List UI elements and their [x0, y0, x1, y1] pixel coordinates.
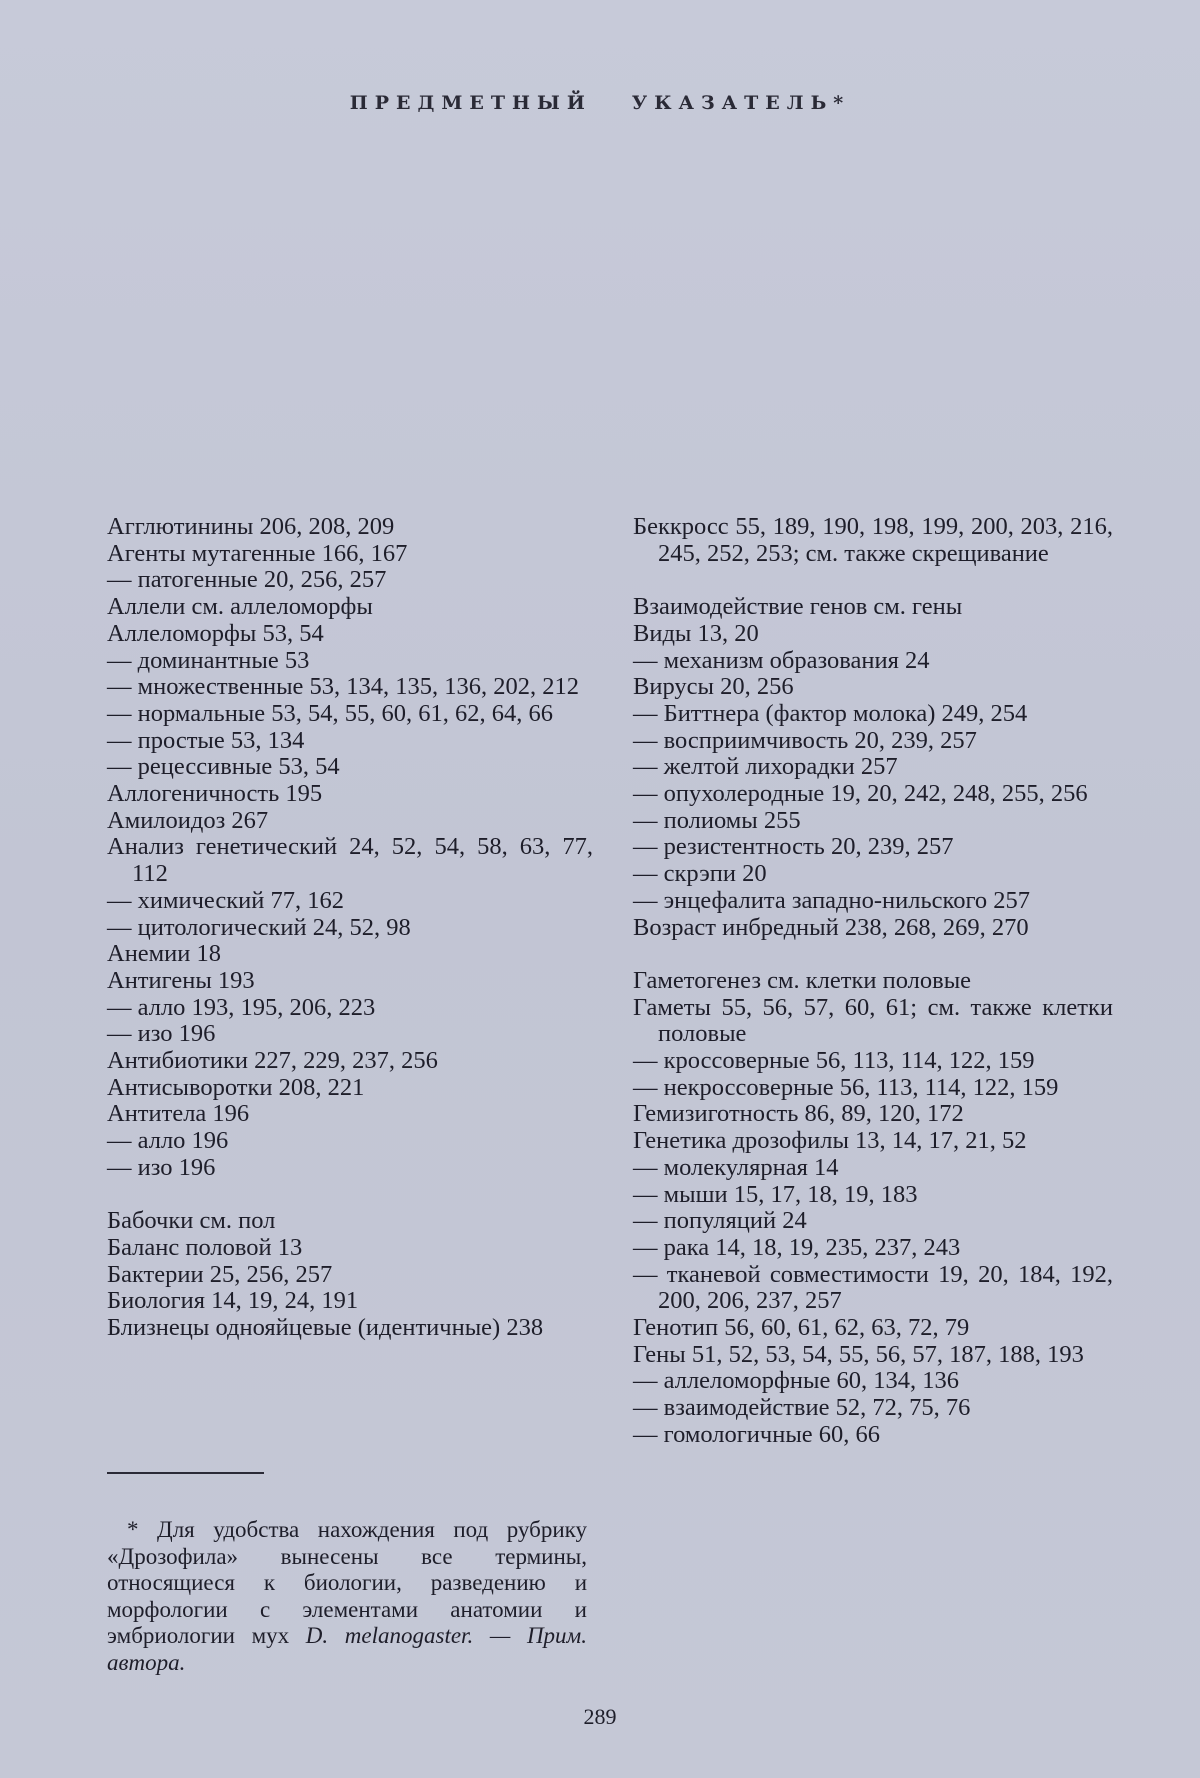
index-entry: — простые 53, 134	[107, 726, 305, 754]
index-entry: Гаметогенез см. клетки половые	[633, 966, 972, 994]
index-entry: — алло 196	[107, 1127, 229, 1155]
footnote-species: D. melanogaster.	[305, 1623, 474, 1648]
index-entry: — популяций 24	[633, 1207, 807, 1235]
index-entry: Близнецы однояйцевые (идентичные) 238	[107, 1314, 544, 1342]
index-entry: Баланс половой 13	[107, 1233, 303, 1261]
index-entry: Агенты мутагенные 166, 167	[107, 539, 408, 567]
index-entry: Амилоидоз 267	[107, 806, 269, 834]
index-entry: Аллогеничность 195	[107, 780, 323, 808]
index-entry: — множественные 53, 134, 135, 136, 202, 212	[107, 673, 580, 701]
index-entry: — кроссоверные 56, 113, 114, 122, 159	[633, 1047, 1035, 1075]
index-entry: — скрэпи 20	[633, 860, 767, 888]
index-entry: Гены 51, 52, 53, 54, 55, 56, 57, 187, 188, 193	[633, 1340, 1084, 1368]
index-entry: — взаимодействие 52, 72, 75, 76	[633, 1394, 971, 1422]
page-number: 289	[583, 1704, 617, 1729]
index-entry: Бабочки см. пол	[107, 1207, 276, 1235]
index-entry: Гаметы 55, 56, 57, 60, 61; см. также клетки половые	[633, 993, 1113, 1048]
index-entry: Гемизиготность 86, 89, 120, 172	[633, 1100, 964, 1128]
index-entry: — доминантные 53	[107, 646, 310, 674]
index-section-gap	[107, 1182, 593, 1209]
index-entry: Антисыворотки 208, 221	[107, 1073, 365, 1101]
title-word-2: УКАЗАТЕЛЬ*	[631, 92, 851, 114]
index-entry: Возраст инбредный 238, 268, 269, 270	[633, 913, 1029, 941]
index-entry: Взаимодействие генов см. гены	[633, 593, 963, 621]
index-entry: Биология 14, 19, 24, 191	[107, 1287, 359, 1315]
index-entry: Генетика дрозофилы 13, 14, 17, 21, 52	[633, 1127, 1027, 1155]
index-entry: — гомологичные 60, 66	[633, 1420, 881, 1448]
footnote-note: — Прим. автора.	[107, 1623, 587, 1675]
index-entry: — изо 196	[107, 1153, 216, 1181]
index-entry: — желтой лихорадки 257	[633, 753, 898, 781]
index-entry: — опухолеродные 19, 20, 242, 248, 255, 256	[633, 780, 1088, 808]
index-entry: — тканевой совместимости 19, 20, 184, 192, 200, 206, 237, 257	[633, 1260, 1113, 1315]
index-section-gap	[633, 941, 1113, 968]
index-entry: Антигены 193	[107, 966, 255, 994]
index-entry: — энцефалита западно-нильского 257	[633, 886, 1031, 914]
index-entry: Бактерии 25, 256, 257	[107, 1260, 333, 1288]
index-entry: Агглютинины 206, 208, 209	[107, 513, 395, 540]
index-entry: Анализ генетический 24, 52, 54, 58, 63, 77, 112	[107, 833, 593, 888]
index-entry: Анемии 18	[107, 940, 222, 968]
index-entry: Аллеломорфы 53, 54	[107, 619, 324, 647]
index-entry: Генотип 56, 60, 61, 62, 63, 72, 79	[633, 1314, 970, 1342]
index-entry: Антитела 196	[107, 1100, 250, 1128]
title-word-1: ПРЕДМЕТНЫЙ	[349, 92, 592, 114]
index-entry: — химический 77, 162	[107, 886, 345, 914]
index-entry: Беккросс 55, 189, 190, 198, 199, 200, 203, 216, 245, 252, 253; см. также скрещивание	[633, 513, 1113, 567]
footnote	[107, 1517, 587, 1676]
index-entry: — некроссоверные 56, 113, 114, 122, 159	[633, 1073, 1059, 1101]
index-entry: — Биттнера (фактор молока) 249, 254	[633, 699, 1028, 727]
index-entry: — мыши 15, 17, 18, 19, 183	[633, 1180, 918, 1208]
index-entry: — молекулярная 14	[633, 1153, 839, 1181]
index-entry: Виды 13, 20	[633, 619, 759, 647]
index-column-left	[107, 514, 593, 1342]
index-entry: — рецессивные 53, 54	[107, 753, 340, 781]
index-section-gap	[633, 567, 1113, 594]
index-entry: Антибиотики 227, 229, 237, 256	[107, 1047, 438, 1075]
index-entry: Вирусы 20, 256	[633, 673, 794, 701]
index-entry: — полиомы 255	[633, 806, 801, 834]
index-entry: Аллели см. аллеломорфы	[107, 593, 373, 621]
index-entry: — восприимчивость 20, 239, 257	[633, 726, 977, 754]
index-entry: — цитологический 24, 52, 98	[107, 913, 411, 941]
index-column-right	[633, 514, 1113, 1449]
index-entry: — нормальные 53, 54, 55, 60, 61, 62, 64, 66	[107, 699, 554, 727]
footnote-text: * Для удобства нахождения под рубрику «Дрозофила» вынесены все термины, относящиеся к биологии, разведению и морфологии с элементами анатомии и эмбриологии мух	[107, 1517, 587, 1648]
index-entry: — изо 196	[107, 1020, 216, 1048]
footnote-divider	[107, 1472, 264, 1474]
index-entry: — алло 193, 195, 206, 223	[107, 993, 376, 1021]
index-entry: — рака 14, 18, 19, 235, 237, 243	[633, 1233, 961, 1261]
index-entry: — механизм образования 24	[633, 646, 930, 674]
index-entry: — резистентность 20, 239, 257	[633, 833, 954, 861]
index-entry: — патогенные 20, 256, 257	[107, 566, 387, 594]
page-title	[0, 92, 1200, 114]
index-entry: — аллеломорфные 60, 134, 136	[633, 1367, 960, 1395]
